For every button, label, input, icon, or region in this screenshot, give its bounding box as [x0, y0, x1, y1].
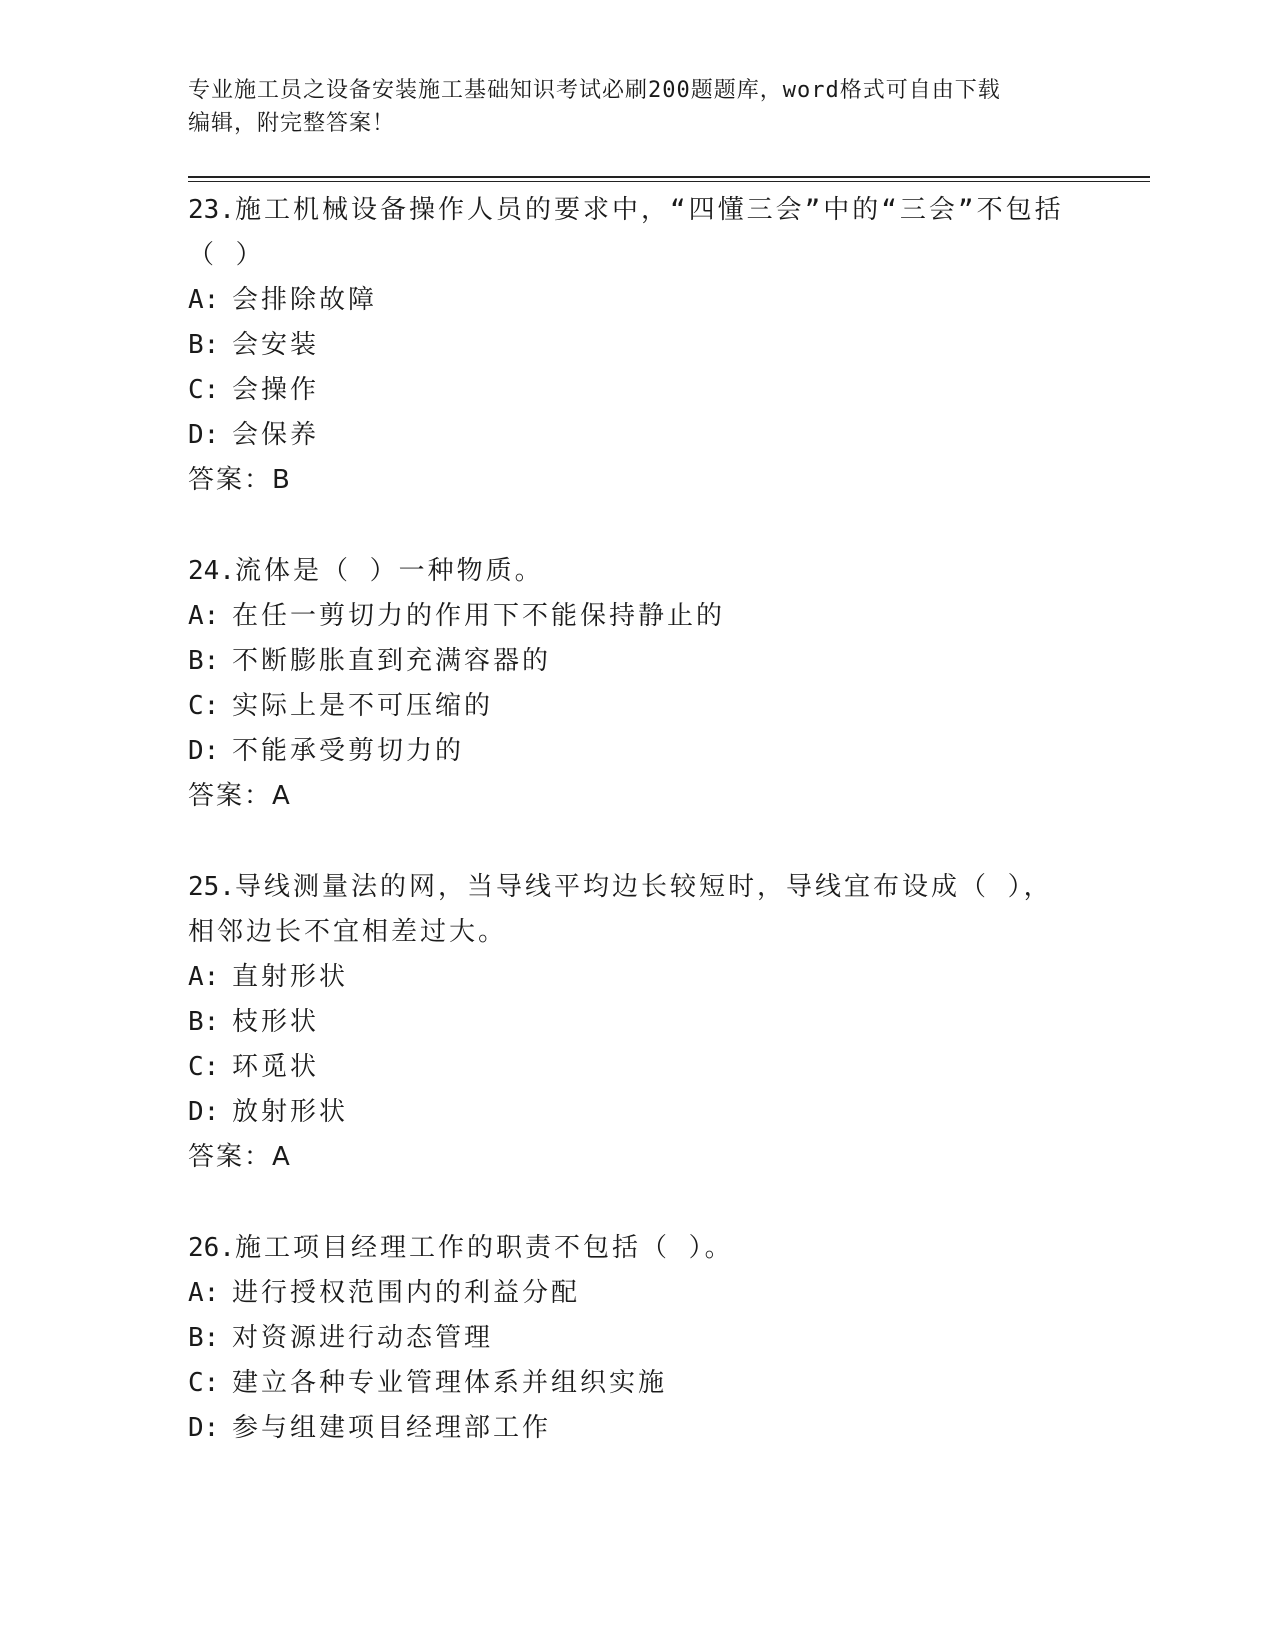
option-letter: A:: [188, 285, 220, 315]
option-text: 不断膨胀直到充满容器的: [232, 646, 552, 676]
option-text: 参与组建项目经理部工作: [232, 1413, 552, 1443]
option-d: [188, 1090, 1088, 1135]
option-text: 直射形状: [232, 962, 349, 992]
option-text: 在任一剪切力的作用下不能保持静止的: [232, 601, 726, 631]
option-text: 放射形状: [232, 1097, 349, 1127]
question-number: 26.: [188, 1233, 235, 1263]
header-divider-thin: [188, 181, 1150, 182]
option-letter: A:: [188, 962, 220, 992]
document-header: [188, 74, 1088, 140]
option-text: 会保养: [232, 420, 320, 450]
answer-line: 答案：A: [188, 1142, 292, 1172]
option-letter: B:: [188, 646, 220, 676]
option-letter: D:: [188, 1413, 220, 1443]
question-23: [188, 188, 1088, 503]
option-letter: C:: [188, 1052, 220, 1082]
option-b: [188, 639, 1088, 684]
answer-line: 答案：B: [188, 465, 292, 495]
question-26: [188, 1226, 1088, 1451]
question-number: 24.: [188, 556, 235, 586]
option-letter: A:: [188, 1278, 220, 1308]
option-text: 枝形状: [232, 1007, 320, 1037]
option-text: 会排除故障: [232, 285, 378, 315]
option-a: [188, 278, 1088, 323]
question-stem: 导线测量法的网，当导线平均边长较短时，导线宜布设成（ ），相邻边长不宜相差过大。: [188, 872, 1053, 947]
option-b: [188, 1316, 1088, 1361]
option-a: [188, 1271, 1088, 1316]
option-b: [188, 323, 1088, 368]
question-number: 23.: [188, 195, 235, 225]
question-text: [188, 188, 1068, 278]
option-c: [188, 1361, 1088, 1406]
option-text: 建立各种专业管理体系并组织实施: [232, 1368, 668, 1398]
option-letter: D:: [188, 1097, 220, 1127]
question-24: [188, 549, 1088, 819]
option-c: [188, 1045, 1088, 1090]
option-letter: C:: [188, 1368, 220, 1398]
option-a: [188, 594, 1088, 639]
option-a: [188, 955, 1088, 1000]
header-line-2: 编辑，附完整答案！: [188, 111, 396, 136]
option-letter: A:: [188, 601, 220, 631]
option-text: 环觅状: [232, 1052, 320, 1082]
question-text: [188, 1226, 1068, 1271]
header-line-1: 专业施工员之设备安装施工基础知识考试必刷200题题库，word格式可自由下载: [188, 78, 1001, 103]
question-text: [188, 865, 1068, 955]
option-d: [188, 413, 1088, 458]
option-c: [188, 368, 1088, 413]
question-25: [188, 865, 1088, 1180]
option-letter: D:: [188, 736, 220, 766]
question-list: [188, 188, 1088, 1497]
option-letter: B:: [188, 1007, 220, 1037]
answer-line: 答案：A: [188, 781, 292, 811]
option-letter: C:: [188, 375, 220, 405]
option-c: [188, 684, 1088, 729]
question-stem: 施工机械设备操作人员的要求中，“四懂三会”中的“三会”不包括（ ）: [188, 195, 1064, 270]
option-letter: C:: [188, 691, 220, 721]
question-number: 25.: [188, 872, 235, 902]
option-d: [188, 729, 1088, 774]
option-text: 对资源进行动态管理: [232, 1323, 494, 1353]
option-text: 进行授权范围内的利益分配: [232, 1278, 581, 1308]
header-divider-thick: [188, 176, 1150, 178]
option-b: [188, 1000, 1088, 1045]
option-text: 会安装: [232, 330, 320, 360]
option-letter: D:: [188, 420, 220, 450]
question-stem: 施工项目经理工作的职责不包括（ ）。: [234, 1233, 734, 1263]
question-stem: 流体是（ ）一种物质。: [234, 556, 544, 586]
option-text: 不能承受剪切力的: [232, 736, 465, 766]
option-d: [188, 1406, 1088, 1451]
option-text: 会操作: [232, 375, 320, 405]
option-text: 实际上是不可压缩的: [232, 691, 494, 721]
option-letter: B:: [188, 330, 220, 360]
option-letter: B:: [188, 1323, 220, 1353]
question-text: [188, 549, 1068, 594]
